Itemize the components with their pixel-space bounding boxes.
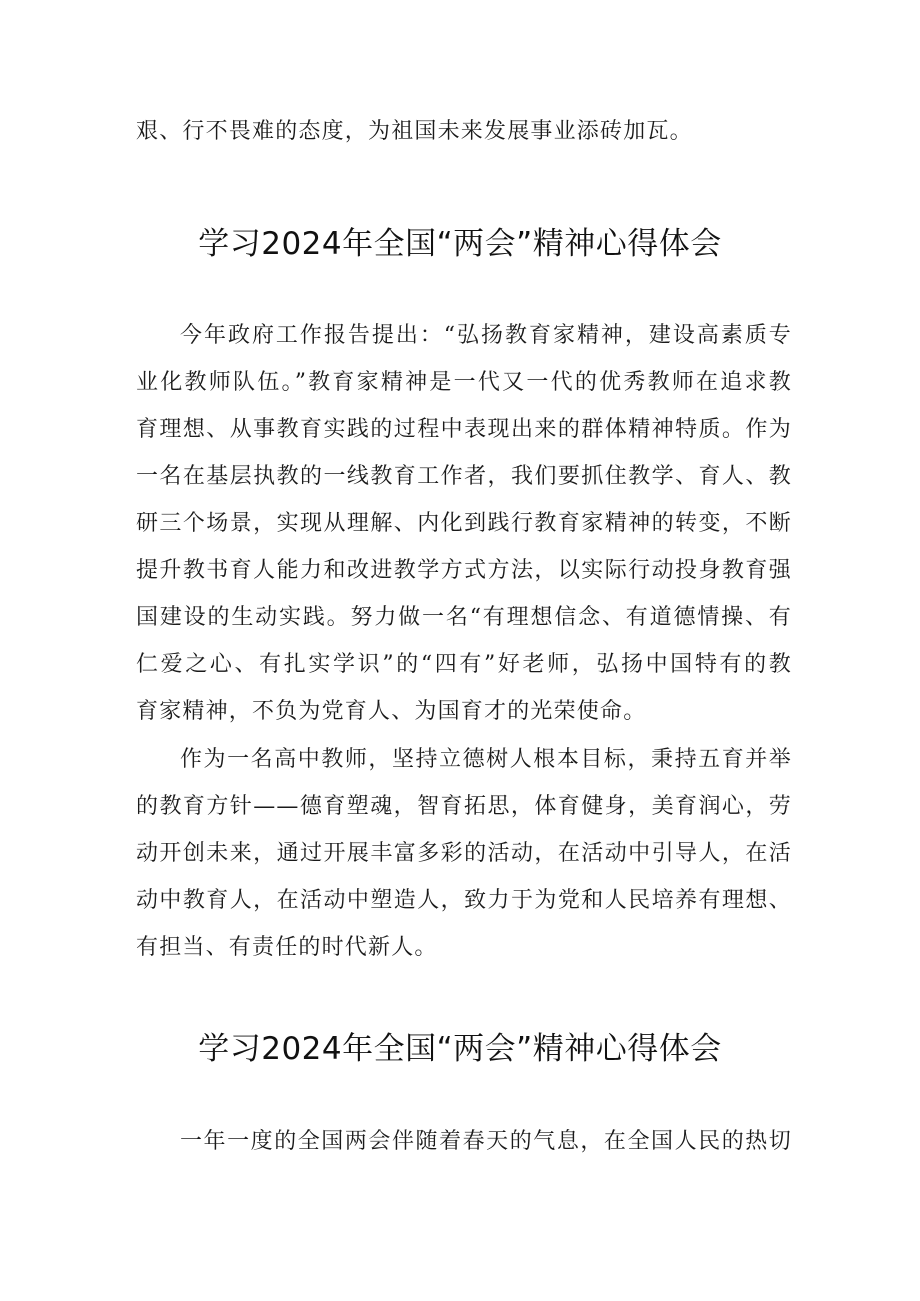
paragraph-line: 提升教书育人能力和改进教学方式方法，以实际行动投身教育强 [136,558,792,583]
paragraph-line: 研三个场景，实现从理解、内化到践行教育家精神的转变，不断 [136,511,792,536]
paragraph-line: 育家精神，不负为党育人、为国育才的光荣使命。 [136,699,647,724]
essay-title: 学习2024年全国“两会”精神心得体会 [198,226,722,262]
paragraph-line: 业化教师队伍。”教育家精神是一代又一代的优秀教师在追求教 [136,370,792,395]
paragraph-line: 一年一度的全国两会伴随着春天的气息，在全国人民的热切 [180,1129,792,1154]
previous-paragraph-tail: 艰、行不畏难的态度，为祖国未来发展事业添砖加瓦。 [136,119,693,144]
paragraph-line: 今年政府工作报告提出：“弘扬教育家精神，建设高素质专 [180,323,792,348]
essay-title: 学习2024年全国“两会”精神心得体会 [198,1031,722,1067]
paragraph-line: 一名在基层执教的一线教育工作者，我们要抓住教学、育人、教 [136,464,792,489]
paragraph-line: 有担当、有责任的时代新人。 [136,935,438,960]
paragraph-line: 国建设的生动实践。努力做一名“有理想信念、有道德情操、有 [136,605,792,630]
paragraph-line: 的教育方针——德育塑魂，智育拓思，体育健身，美育润心，劳 [136,794,792,819]
paragraph-line: 动中教育人，在活动中塑造人，致力于为党和人民培养有理想、 [136,888,792,913]
paragraph-line: 动开创未来，通过开展丰富多彩的活动，在活动中引导人，在活 [136,841,792,866]
paragraph-line: 作为一名高中教师，坚持立德树人根本目标，秉持五育并举 [180,747,792,772]
paragraph-line: 育理想、从事教育实践的过程中表现出来的群体精神特质。作为 [136,417,792,442]
paragraph-line: 仁爱之心、有扎实学识”的“四有”好老师，弘扬中国特有的教 [136,652,792,677]
